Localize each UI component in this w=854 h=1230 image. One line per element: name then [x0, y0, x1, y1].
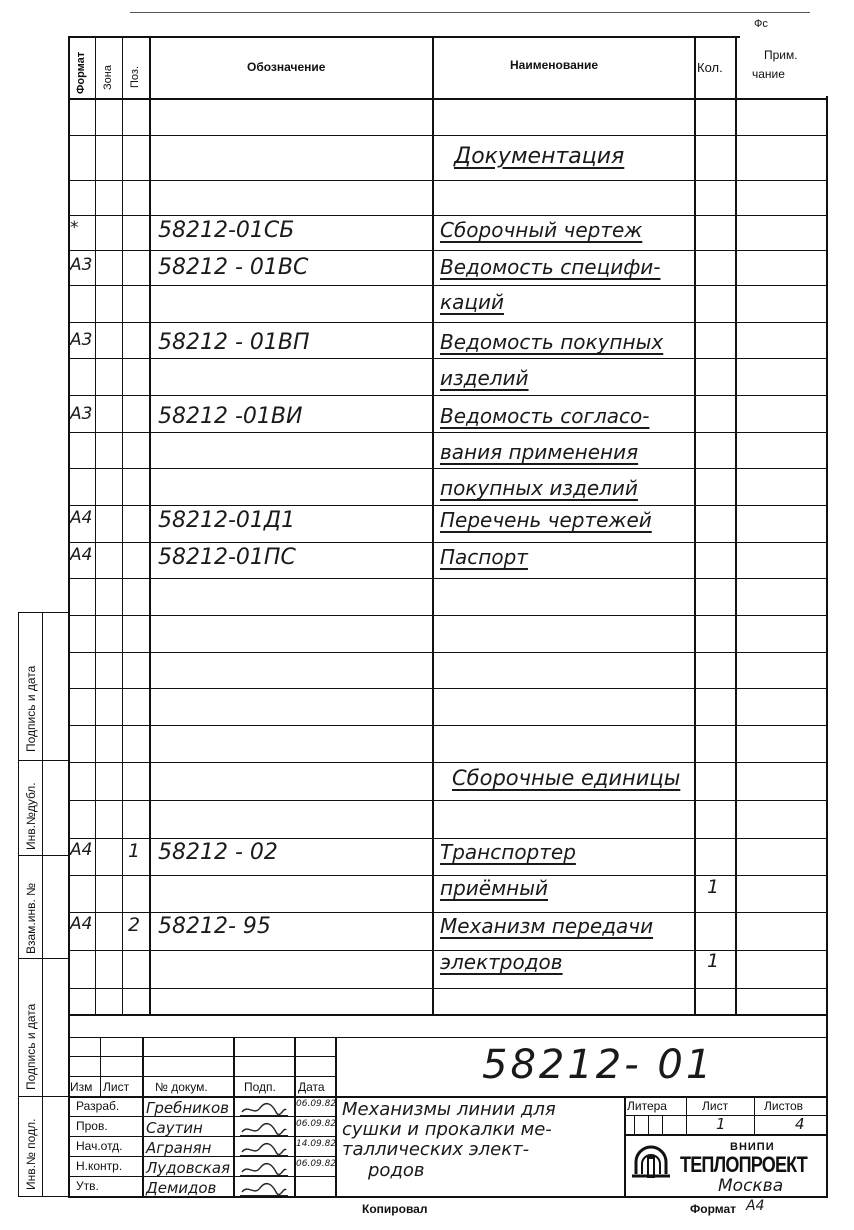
role-person: Демидов	[146, 1179, 217, 1197]
header-format: Формат	[75, 51, 87, 94]
row-separator	[68, 215, 826, 216]
copied-label: Копировал	[362, 1202, 428, 1216]
sheet-value: 1	[716, 1115, 726, 1133]
row-designation: 58212- 95	[158, 914, 271, 939]
row-format: А4	[70, 508, 93, 528]
row-separator	[68, 800, 826, 801]
row-qty: 1	[707, 950, 720, 972]
litera-label: Литера	[627, 1099, 667, 1113]
row-format: *	[70, 218, 79, 238]
row-separator	[68, 542, 826, 543]
header-pos: Поз.	[129, 66, 141, 88]
signature-mark	[240, 1181, 288, 1196]
role-date: 06.09.82	[296, 1119, 337, 1129]
row-name: Ведомость согласо-	[440, 404, 650, 428]
org-small: ВНИПИ	[730, 1141, 775, 1153]
row-designation: 58212 - 01ВС	[158, 255, 309, 280]
row-format: А3	[70, 404, 93, 424]
header-zone: Зона	[102, 65, 114, 90]
row-designation: 58212 - 02	[158, 840, 278, 865]
row-separator	[68, 505, 826, 506]
title-line-1: Механизмы линии для	[342, 1099, 556, 1120]
row-format: А4	[70, 545, 93, 565]
teploproekt-logo-icon	[628, 1140, 674, 1186]
row-separator	[68, 322, 826, 323]
signature-mark	[240, 1161, 288, 1176]
col-sign: Подп.	[244, 1080, 276, 1094]
row-name: приёмный	[440, 876, 549, 900]
row-name: Ведомость специфи-	[440, 255, 661, 279]
row-separator	[68, 358, 826, 359]
header-note-1: Прим.	[764, 48, 798, 62]
corner-mark: Фс	[754, 18, 768, 30]
col-izm: Изм	[70, 1080, 93, 1094]
side-vzam-inv: Взам.инв. №	[24, 882, 38, 954]
row-name: Сборочный чертеж	[440, 218, 643, 242]
row-name: покупных изделий	[440, 476, 638, 500]
section-assemblies: Сборочные единицы	[452, 766, 681, 790]
row-name: электродов	[440, 950, 563, 974]
role-label: Нач.отд.	[76, 1139, 123, 1153]
role-person: Агранян	[146, 1139, 212, 1157]
row-separator	[68, 615, 826, 616]
role-person: Гребников	[146, 1099, 229, 1117]
side-sign-date-top: Подпись и дата	[24, 665, 38, 752]
row-format: А4	[70, 914, 93, 934]
row-name: Транспортер	[440, 840, 576, 864]
row-designation: 58212 -01ВИ	[158, 404, 303, 429]
signature-mark	[240, 1141, 288, 1156]
role-label: Пров.	[76, 1119, 108, 1133]
role-label: Утв.	[76, 1179, 99, 1193]
row-designation: 58212-01ПС	[158, 545, 296, 570]
row-separator	[68, 135, 826, 136]
section-documentation: Документация	[454, 144, 625, 169]
row-format: А3	[70, 255, 93, 275]
sheet-label: Лист	[702, 1099, 729, 1113]
row-separator	[68, 432, 826, 433]
format-label: Формат	[690, 1202, 737, 1216]
row-separator	[68, 578, 826, 579]
row-separator	[68, 912, 826, 913]
row-separator	[68, 838, 826, 839]
row-pos: 2	[128, 914, 141, 936]
title-line-2: сушки и прокалки ме-	[342, 1119, 552, 1140]
header-designation: Обозначение	[247, 60, 326, 74]
sheets-label: Листов	[764, 1099, 803, 1113]
side-inv-dubl: Инв.№дубл.	[24, 782, 38, 850]
row-separator	[68, 988, 826, 989]
row-name: Механизм передачи	[440, 914, 654, 938]
side-sign-date-bottom: Подпись и дата	[24, 1003, 38, 1090]
header-name: Наименование	[510, 58, 599, 72]
row-pos: 1	[128, 840, 141, 862]
row-separator	[68, 250, 826, 251]
format-value: А4	[746, 1198, 765, 1214]
row-format: А4	[70, 840, 93, 860]
role-person: Лудовская	[146, 1159, 231, 1177]
row-separator	[68, 468, 826, 469]
row-name: Ведомость покупных	[440, 330, 664, 354]
role-date: 06.09.82	[296, 1099, 337, 1109]
signature-mark	[240, 1101, 288, 1116]
row-separator	[68, 180, 826, 181]
row-separator	[68, 725, 826, 726]
role-label: Разраб.	[76, 1099, 120, 1113]
row-separator	[68, 285, 826, 286]
col-list: Лист	[103, 1080, 130, 1094]
row-separator	[68, 762, 826, 763]
row-format: А3	[70, 330, 93, 350]
header-note-2: чание	[752, 67, 785, 81]
row-separator	[68, 395, 826, 396]
org-name: ТЕПЛОПРОЕКТ	[680, 1152, 807, 1177]
col-doc: № докум.	[155, 1080, 208, 1094]
signature-mark	[240, 1121, 288, 1136]
row-separator	[68, 652, 826, 653]
role-person: Саутин	[146, 1119, 203, 1137]
role-date: 14.09.82	[296, 1139, 337, 1149]
city: Москва	[718, 1176, 784, 1196]
row-designation: 58212-01Д1	[158, 508, 296, 533]
side-inv-podl: Инв.№ подл.	[24, 1118, 38, 1190]
row-separator	[68, 688, 826, 689]
row-name: Перечень чертежей	[440, 508, 652, 532]
row-name: каций	[440, 290, 504, 314]
title-line-4: родов	[368, 1160, 425, 1181]
document-number: 58212- 01	[482, 1042, 715, 1088]
role-date: 06.09.82	[296, 1159, 337, 1169]
row-designation: 58212-01СБ	[158, 218, 295, 243]
col-date: Дата	[298, 1080, 325, 1094]
row-name: Паспорт	[440, 545, 528, 569]
header-qty: Кол.	[697, 60, 723, 75]
role-label: Н.контр.	[76, 1159, 123, 1173]
row-name: изделий	[440, 366, 529, 390]
row-qty: 1	[707, 876, 720, 898]
row-name: вания применения	[440, 440, 639, 464]
title-line-3: таллических элект-	[342, 1139, 530, 1160]
sheets-value: 4	[795, 1115, 805, 1133]
row-designation: 58212 - 01ВП	[158, 330, 310, 355]
